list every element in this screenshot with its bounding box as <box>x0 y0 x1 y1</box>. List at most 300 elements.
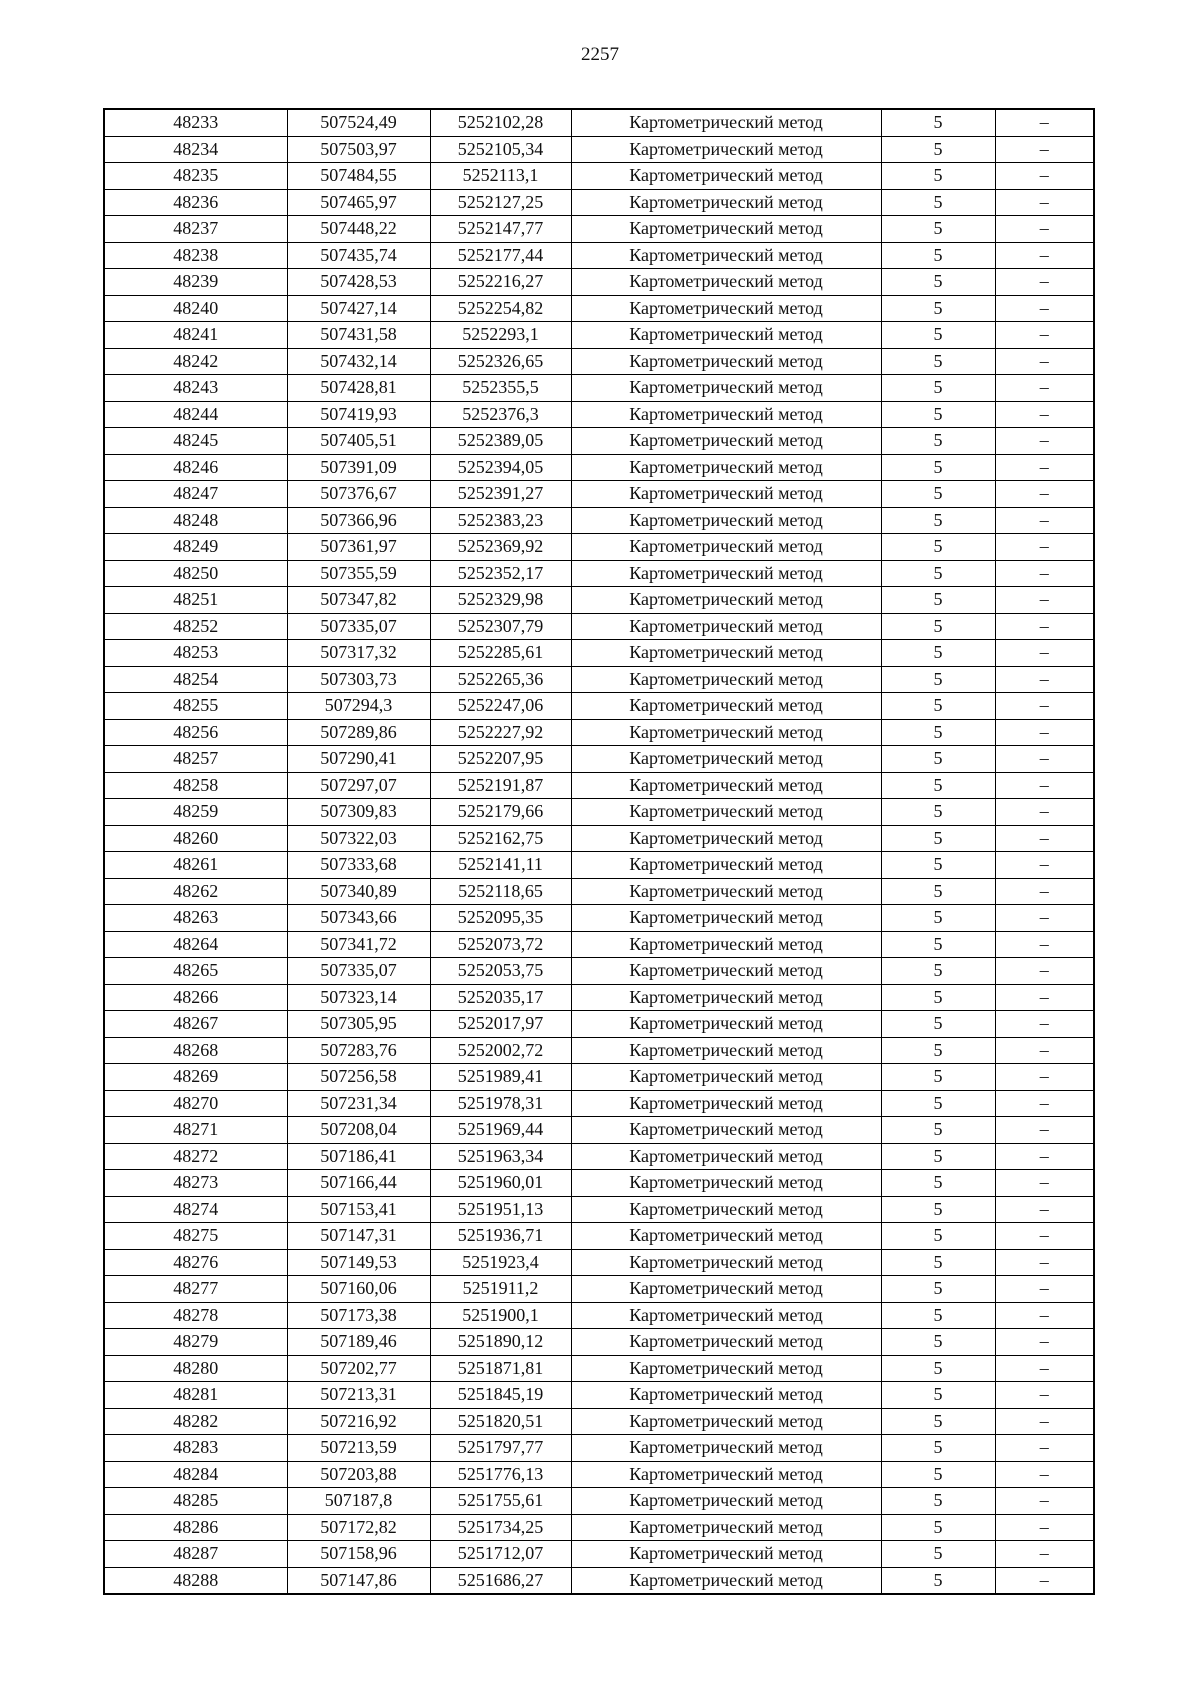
x-coordinate-cell: 507149,53 <box>287 1249 430 1276</box>
method-cell: Картометрический метод <box>571 1064 881 1091</box>
x-coordinate-cell: 507340,89 <box>287 878 430 905</box>
dash-cell: – <box>995 666 1094 693</box>
method-cell: Картометрический метод <box>571 1090 881 1117</box>
method-cell: Картометрический метод <box>571 1355 881 1382</box>
x-coordinate-cell: 507203,88 <box>287 1461 430 1488</box>
table-row <box>104 1090 1094 1117</box>
method-cell: Картометрический метод <box>571 984 881 1011</box>
dash-cell: – <box>995 348 1094 375</box>
x-coordinate-cell: 507213,59 <box>287 1435 430 1462</box>
x-coordinate-cell: 507432,14 <box>287 348 430 375</box>
method-cell: Картометрический метод <box>571 454 881 481</box>
x-coordinate-cell: 507361,97 <box>287 534 430 561</box>
point-number-cell: 48287 <box>104 1541 287 1568</box>
accuracy-cell: 5 <box>881 242 995 269</box>
accuracy-cell: 5 <box>881 1223 995 1250</box>
y-coordinate-cell: 5252105,34 <box>430 136 571 163</box>
method-cell: Картометрический метод <box>571 1461 881 1488</box>
dash-cell: – <box>995 1408 1094 1435</box>
table-row <box>104 1488 1094 1515</box>
x-coordinate-cell: 507341,72 <box>287 931 430 958</box>
point-number-cell: 48275 <box>104 1223 287 1250</box>
accuracy-cell: 5 <box>881 799 995 826</box>
x-coordinate-cell: 507317,32 <box>287 640 430 667</box>
dash-cell: – <box>995 401 1094 428</box>
x-coordinate-cell: 507366,96 <box>287 507 430 534</box>
y-coordinate-cell: 5252285,61 <box>430 640 571 667</box>
x-coordinate-cell: 507173,38 <box>287 1302 430 1329</box>
point-number-cell: 48260 <box>104 825 287 852</box>
accuracy-cell: 5 <box>881 1196 995 1223</box>
method-cell: Картометрический метод <box>571 613 881 640</box>
accuracy-cell: 5 <box>881 931 995 958</box>
accuracy-cell: 5 <box>881 1037 995 1064</box>
dash-cell: – <box>995 1223 1094 1250</box>
y-coordinate-cell: 5252383,23 <box>430 507 571 534</box>
point-number-cell: 48244 <box>104 401 287 428</box>
dash-cell: – <box>995 1567 1094 1594</box>
point-number-cell: 48233 <box>104 109 287 136</box>
table-row <box>104 984 1094 1011</box>
x-coordinate-cell: 507347,82 <box>287 587 430 614</box>
table-row <box>104 1541 1094 1568</box>
table-row <box>104 1064 1094 1091</box>
dash-cell: – <box>995 216 1094 243</box>
point-number-cell: 48278 <box>104 1302 287 1329</box>
x-coordinate-cell: 507405,51 <box>287 428 430 455</box>
point-number-cell: 48262 <box>104 878 287 905</box>
accuracy-cell: 5 <box>881 1514 995 1541</box>
accuracy-cell: 5 <box>881 1382 995 1409</box>
y-coordinate-cell: 5251951,13 <box>430 1196 571 1223</box>
accuracy-cell: 5 <box>881 109 995 136</box>
method-cell: Картометрический метод <box>571 1435 881 1462</box>
y-coordinate-cell: 5252352,17 <box>430 560 571 587</box>
x-coordinate-cell: 507376,67 <box>287 481 430 508</box>
y-coordinate-cell: 5252307,79 <box>430 613 571 640</box>
dash-cell: – <box>995 984 1094 1011</box>
dash-cell: – <box>995 534 1094 561</box>
accuracy-cell: 5 <box>881 825 995 852</box>
dash-cell: – <box>995 454 1094 481</box>
method-cell: Картометрический метод <box>571 1196 881 1223</box>
dash-cell: – <box>995 1488 1094 1515</box>
x-coordinate-cell: 507427,14 <box>287 295 430 322</box>
table-row <box>104 163 1094 190</box>
y-coordinate-cell: 5251712,07 <box>430 1541 571 1568</box>
x-coordinate-cell: 507187,8 <box>287 1488 430 1515</box>
point-number-cell: 48281 <box>104 1382 287 1409</box>
y-coordinate-cell: 5251969,44 <box>430 1117 571 1144</box>
accuracy-cell: 5 <box>881 136 995 163</box>
table-row <box>104 454 1094 481</box>
x-coordinate-cell: 507158,96 <box>287 1541 430 1568</box>
method-cell: Картометрический метод <box>571 587 881 614</box>
dash-cell: – <box>995 189 1094 216</box>
y-coordinate-cell: 5252247,06 <box>430 693 571 720</box>
y-coordinate-cell: 5251923,4 <box>430 1249 571 1276</box>
dash-cell: – <box>995 772 1094 799</box>
table-row <box>104 507 1094 534</box>
table-row <box>104 1302 1094 1329</box>
point-number-cell: 48264 <box>104 931 287 958</box>
dash-cell: – <box>995 1329 1094 1356</box>
dash-cell: – <box>995 269 1094 296</box>
coordinates-table-body <box>104 109 1094 1594</box>
x-coordinate-cell: 507283,76 <box>287 1037 430 1064</box>
table-row <box>104 1170 1094 1197</box>
dash-cell: – <box>995 109 1094 136</box>
table-row <box>104 1117 1094 1144</box>
y-coordinate-cell: 5252207,95 <box>430 746 571 773</box>
method-cell: Картометрический метод <box>571 1117 881 1144</box>
table-row <box>104 746 1094 773</box>
dash-cell: – <box>995 1461 1094 1488</box>
dash-cell: – <box>995 958 1094 985</box>
point-number-cell: 48247 <box>104 481 287 508</box>
x-coordinate-cell: 507160,06 <box>287 1276 430 1303</box>
y-coordinate-cell: 5251963,34 <box>430 1143 571 1170</box>
point-number-cell: 48279 <box>104 1329 287 1356</box>
accuracy-cell: 5 <box>881 878 995 905</box>
method-cell: Картометрический метод <box>571 375 881 402</box>
method-cell: Картометрический метод <box>571 825 881 852</box>
dash-cell: – <box>995 322 1094 349</box>
table-row <box>104 878 1094 905</box>
y-coordinate-cell: 5252002,72 <box>430 1037 571 1064</box>
dash-cell: – <box>995 799 1094 826</box>
y-coordinate-cell: 5252102,28 <box>430 109 571 136</box>
dash-cell: – <box>995 1011 1094 1038</box>
table-row <box>104 216 1094 243</box>
x-coordinate-cell: 507355,59 <box>287 560 430 587</box>
table-row <box>104 640 1094 667</box>
table-row <box>104 481 1094 508</box>
y-coordinate-cell: 5252053,75 <box>430 958 571 985</box>
point-number-cell: 48271 <box>104 1117 287 1144</box>
y-coordinate-cell: 5252179,66 <box>430 799 571 826</box>
accuracy-cell: 5 <box>881 640 995 667</box>
method-cell: Картометрический метод <box>571 852 881 879</box>
dash-cell: – <box>995 481 1094 508</box>
dash-cell: – <box>995 1143 1094 1170</box>
y-coordinate-cell: 5251871,81 <box>430 1355 571 1382</box>
y-coordinate-cell: 5252073,72 <box>430 931 571 958</box>
accuracy-cell: 5 <box>881 507 995 534</box>
dash-cell: – <box>995 1435 1094 1462</box>
page-number: 2257 <box>581 44 619 65</box>
table-row <box>104 1461 1094 1488</box>
accuracy-cell: 5 <box>881 295 995 322</box>
method-cell: Картометрический метод <box>571 189 881 216</box>
x-coordinate-cell: 507428,81 <box>287 375 430 402</box>
y-coordinate-cell: 5252329,98 <box>430 587 571 614</box>
dash-cell: – <box>995 1541 1094 1568</box>
y-coordinate-cell: 5252227,92 <box>430 719 571 746</box>
dash-cell: – <box>995 1170 1094 1197</box>
x-coordinate-cell: 507435,74 <box>287 242 430 269</box>
method-cell: Картометрический метод <box>571 1276 881 1303</box>
point-number-cell: 48234 <box>104 136 287 163</box>
method-cell: Картометрический метод <box>571 216 881 243</box>
x-coordinate-cell: 507322,03 <box>287 825 430 852</box>
dash-cell: – <box>995 746 1094 773</box>
point-number-cell: 48285 <box>104 1488 287 1515</box>
method-cell: Картометрический метод <box>571 1143 881 1170</box>
accuracy-cell: 5 <box>881 428 995 455</box>
table-row <box>104 1382 1094 1409</box>
dash-cell: – <box>995 1037 1094 1064</box>
accuracy-cell: 5 <box>881 1170 995 1197</box>
point-number-cell: 48254 <box>104 666 287 693</box>
x-coordinate-cell: 507147,31 <box>287 1223 430 1250</box>
accuracy-cell: 5 <box>881 666 995 693</box>
x-coordinate-cell: 507309,83 <box>287 799 430 826</box>
accuracy-cell: 5 <box>881 189 995 216</box>
dash-cell: – <box>995 560 1094 587</box>
x-coordinate-cell: 507448,22 <box>287 216 430 243</box>
dash-cell: – <box>995 693 1094 720</box>
method-cell: Картометрический метод <box>571 1488 881 1515</box>
table-row <box>104 269 1094 296</box>
point-number-cell: 48243 <box>104 375 287 402</box>
table-row <box>104 560 1094 587</box>
table-row <box>104 613 1094 640</box>
accuracy-cell: 5 <box>881 375 995 402</box>
method-cell: Картометрический метод <box>571 136 881 163</box>
accuracy-cell: 5 <box>881 1143 995 1170</box>
point-number-cell: 48256 <box>104 719 287 746</box>
coordinates-table <box>103 108 1095 1595</box>
point-number-cell: 48270 <box>104 1090 287 1117</box>
x-coordinate-cell: 507503,97 <box>287 136 430 163</box>
x-coordinate-cell: 507484,55 <box>287 163 430 190</box>
method-cell: Картометрический метод <box>571 1382 881 1409</box>
accuracy-cell: 5 <box>881 719 995 746</box>
y-coordinate-cell: 5252141,11 <box>430 852 571 879</box>
table-row <box>104 958 1094 985</box>
method-cell: Картометрический метод <box>571 1302 881 1329</box>
point-number-cell: 48240 <box>104 295 287 322</box>
x-coordinate-cell: 507431,58 <box>287 322 430 349</box>
method-cell: Картометрический метод <box>571 1223 881 1250</box>
table-row <box>104 1514 1094 1541</box>
dash-cell: – <box>995 1249 1094 1276</box>
method-cell: Картометрический метод <box>571 269 881 296</box>
accuracy-cell: 5 <box>881 481 995 508</box>
method-cell: Картометрический метод <box>571 931 881 958</box>
method-cell: Картометрический метод <box>571 640 881 667</box>
table-row <box>104 109 1094 136</box>
y-coordinate-cell: 5252293,1 <box>430 322 571 349</box>
y-coordinate-cell: 5251845,19 <box>430 1382 571 1409</box>
accuracy-cell: 5 <box>881 958 995 985</box>
x-coordinate-cell: 507428,53 <box>287 269 430 296</box>
table-row <box>104 772 1094 799</box>
method-cell: Картометрический метод <box>571 1408 881 1435</box>
point-number-cell: 48248 <box>104 507 287 534</box>
method-cell: Картометрический метод <box>571 693 881 720</box>
accuracy-cell: 5 <box>881 746 995 773</box>
y-coordinate-cell: 5251960,01 <box>430 1170 571 1197</box>
dash-cell: – <box>995 931 1094 958</box>
point-number-cell: 48238 <box>104 242 287 269</box>
accuracy-cell: 5 <box>881 560 995 587</box>
y-coordinate-cell: 5252326,65 <box>430 348 571 375</box>
y-coordinate-cell: 5251755,61 <box>430 1488 571 1515</box>
accuracy-cell: 5 <box>881 1276 995 1303</box>
dash-cell: – <box>995 375 1094 402</box>
method-cell: Картометрический метод <box>571 1037 881 1064</box>
table-row <box>104 905 1094 932</box>
method-cell: Картометрический метод <box>571 905 881 932</box>
accuracy-cell: 5 <box>881 1435 995 1462</box>
table-row <box>104 1276 1094 1303</box>
accuracy-cell: 5 <box>881 322 995 349</box>
y-coordinate-cell: 5252376,3 <box>430 401 571 428</box>
accuracy-cell: 5 <box>881 852 995 879</box>
point-number-cell: 48282 <box>104 1408 287 1435</box>
accuracy-cell: 5 <box>881 1329 995 1356</box>
method-cell: Картометрический метод <box>571 481 881 508</box>
x-coordinate-cell: 507524,49 <box>287 109 430 136</box>
y-coordinate-cell: 5251890,12 <box>430 1329 571 1356</box>
point-number-cell: 48267 <box>104 1011 287 1038</box>
table-row <box>104 1329 1094 1356</box>
accuracy-cell: 5 <box>881 1117 995 1144</box>
y-coordinate-cell: 5251820,51 <box>430 1408 571 1435</box>
table-row <box>104 428 1094 455</box>
table-row <box>104 1143 1094 1170</box>
accuracy-cell: 5 <box>881 269 995 296</box>
accuracy-cell: 5 <box>881 163 995 190</box>
dash-cell: – <box>995 1090 1094 1117</box>
method-cell: Картометрический метод <box>571 348 881 375</box>
method-cell: Картометрический метод <box>571 295 881 322</box>
method-cell: Картометрический метод <box>571 666 881 693</box>
point-number-cell: 48236 <box>104 189 287 216</box>
y-coordinate-cell: 5251911,2 <box>430 1276 571 1303</box>
method-cell: Картометрический метод <box>571 1249 881 1276</box>
point-number-cell: 48241 <box>104 322 287 349</box>
point-number-cell: 48266 <box>104 984 287 1011</box>
method-cell: Картометрический метод <box>571 719 881 746</box>
y-coordinate-cell: 5252254,82 <box>430 295 571 322</box>
x-coordinate-cell: 507419,93 <box>287 401 430 428</box>
accuracy-cell: 5 <box>881 1302 995 1329</box>
x-coordinate-cell: 507335,07 <box>287 958 430 985</box>
x-coordinate-cell: 507297,07 <box>287 772 430 799</box>
accuracy-cell: 5 <box>881 984 995 1011</box>
point-number-cell: 48259 <box>104 799 287 826</box>
y-coordinate-cell: 5252369,92 <box>430 534 571 561</box>
x-coordinate-cell: 507290,41 <box>287 746 430 773</box>
x-coordinate-cell: 507256,58 <box>287 1064 430 1091</box>
y-coordinate-cell: 5251686,27 <box>430 1567 571 1594</box>
accuracy-cell: 5 <box>881 454 995 481</box>
point-number-cell: 48253 <box>104 640 287 667</box>
table-row <box>104 666 1094 693</box>
x-coordinate-cell: 507289,86 <box>287 719 430 746</box>
x-coordinate-cell: 507213,31 <box>287 1382 430 1409</box>
table-row <box>104 825 1094 852</box>
x-coordinate-cell: 507303,73 <box>287 666 430 693</box>
table-row <box>104 295 1094 322</box>
point-number-cell: 48245 <box>104 428 287 455</box>
table-row <box>104 693 1094 720</box>
y-coordinate-cell: 5251797,77 <box>430 1435 571 1462</box>
point-number-cell: 48288 <box>104 1567 287 1594</box>
method-cell: Картометрический метод <box>571 746 881 773</box>
point-number-cell: 48268 <box>104 1037 287 1064</box>
y-coordinate-cell: 5251734,25 <box>430 1514 571 1541</box>
table-row <box>104 852 1094 879</box>
method-cell: Картометрический метод <box>571 322 881 349</box>
table-row <box>104 1196 1094 1223</box>
point-number-cell: 48239 <box>104 269 287 296</box>
point-number-cell: 48273 <box>104 1170 287 1197</box>
y-coordinate-cell: 5252127,25 <box>430 189 571 216</box>
x-coordinate-cell: 507166,44 <box>287 1170 430 1197</box>
method-cell: Картометрический метод <box>571 1329 881 1356</box>
point-number-cell: 48272 <box>104 1143 287 1170</box>
table-row <box>104 534 1094 561</box>
dash-cell: – <box>995 295 1094 322</box>
dash-cell: – <box>995 136 1094 163</box>
dash-cell: – <box>995 719 1094 746</box>
x-coordinate-cell: 507465,97 <box>287 189 430 216</box>
point-number-cell: 48249 <box>104 534 287 561</box>
y-coordinate-cell: 5251900,1 <box>430 1302 571 1329</box>
table-row <box>104 799 1094 826</box>
accuracy-cell: 5 <box>881 613 995 640</box>
x-coordinate-cell: 507189,46 <box>287 1329 430 1356</box>
method-cell: Картометрический метод <box>571 428 881 455</box>
dash-cell: – <box>995 1276 1094 1303</box>
y-coordinate-cell: 5252265,36 <box>430 666 571 693</box>
x-coordinate-cell: 507391,09 <box>287 454 430 481</box>
y-coordinate-cell: 5252394,05 <box>430 454 571 481</box>
y-coordinate-cell: 5252355,5 <box>430 375 571 402</box>
x-coordinate-cell: 507231,34 <box>287 1090 430 1117</box>
dash-cell: – <box>995 428 1094 455</box>
accuracy-cell: 5 <box>881 1488 995 1515</box>
point-number-cell: 48251 <box>104 587 287 614</box>
method-cell: Картометрический метод <box>571 1541 881 1568</box>
y-coordinate-cell: 5251989,41 <box>430 1064 571 1091</box>
method-cell: Картометрический метод <box>571 560 881 587</box>
y-coordinate-cell: 5252118,65 <box>430 878 571 905</box>
accuracy-cell: 5 <box>881 216 995 243</box>
table-row <box>104 189 1094 216</box>
point-number-cell: 48274 <box>104 1196 287 1223</box>
y-coordinate-cell: 5252035,17 <box>430 984 571 1011</box>
dash-cell: – <box>995 163 1094 190</box>
table-row <box>104 1408 1094 1435</box>
method-cell: Картометрический метод <box>571 242 881 269</box>
point-number-cell: 48280 <box>104 1355 287 1382</box>
x-coordinate-cell: 507153,41 <box>287 1196 430 1223</box>
table-row <box>104 1567 1094 1594</box>
y-coordinate-cell: 5252216,27 <box>430 269 571 296</box>
point-number-cell: 48255 <box>104 693 287 720</box>
point-number-cell: 48284 <box>104 1461 287 1488</box>
y-coordinate-cell: 5252147,77 <box>430 216 571 243</box>
point-number-cell: 48286 <box>104 1514 287 1541</box>
dash-cell: – <box>995 587 1094 614</box>
point-number-cell: 48252 <box>104 613 287 640</box>
table-row <box>104 1249 1094 1276</box>
